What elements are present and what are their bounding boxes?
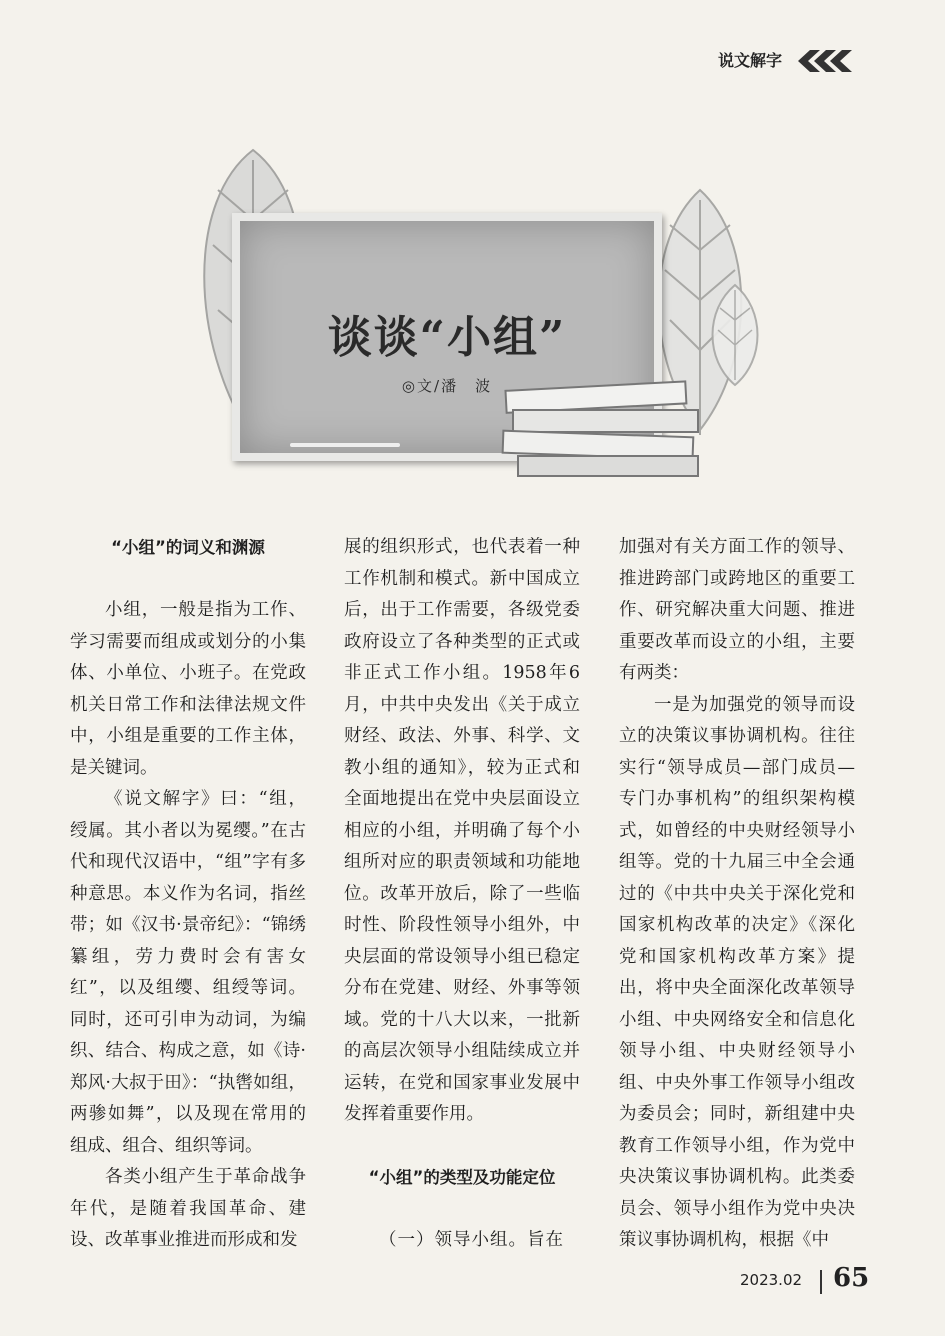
- column-2: [344, 532, 580, 1257]
- article-title: 谈谈“小组”: [327, 312, 567, 363]
- column-3: [619, 532, 855, 1257]
- section-heading: “小组”的词义和渊源: [111, 538, 265, 557]
- column-1: [70, 532, 306, 1257]
- leaf-icon: [700, 280, 770, 390]
- chalk-icon: [290, 443, 400, 447]
- paragraph: 展的组织形式，也代表着一种工作机制和模式。新中国成立后，出于工作需要，各级党委政府设立了各种类型的正式或非正式工作小组。1958年6月，中共中央发出《关于成立财经、政法、外事、科学、文教小组的通知》，较为正式和全面地提出在党中央层面设立相应的小组，并明确了每个小组所对应的职责领域和功能地位。改革开放后，除了一些临时性、阶段性领导小组外，中央层面的常设领导小组已稳定分布在党建、财经、外事等领域。党的十八大以来，一批新的高层次领导小组陆续成立并运转，在党和国家事业发展中发挥着重要作用。: [344, 537, 580, 1124]
- paragraph: 各类小组产生于革命战争年代，是随着我国革命、建设、改革事业推进而形成和发: [70, 1167, 306, 1250]
- issue-date: 2023.02: [740, 1271, 803, 1289]
- column-tag: 说文解字: [718, 51, 783, 70]
- paragraph: 《说文解字》曰：“组，绶属。其小者以为冕缨。”在古代和现代汉语中，“组”字有多种意思。本义作为名词，指丝带；如《汉书·景帝纪》：“锦绣纂组，劳力费时会有害女红”，以及组缨、组绶等词。同时，还可引申为动词，为编织、结合、构成之意，如《诗·郑风·大叔于田》：“执辔如组，两骖如舞”，以及现在常用的组成、组合、组织等词。: [70, 789, 306, 1156]
- book-stack-icon: [498, 378, 708, 478]
- page-number: 65: [833, 1263, 870, 1293]
- paragraph: 加强对有关方面工作的领导、推进跨部门或跨地区的重要工作、研究解决重大问题、推进重要改革而设立的小组，主要有两类：: [619, 537, 855, 683]
- paragraph: 小组，一般是指为工作、学习需要而组成或划分的小集体、小单位、小班子。在党政机关日常工作和法律法规文件中，小组是重要的工作主体，是关键词。: [70, 600, 306, 778]
- paragraph: 一是为加强党的领导而设立的决策议事协调机构。往往实行“领导成员—部门成员—专门办事机构”的组织架构模式，如曾经的中央财经领导小组等。党的十九届三中全会通过的《中共中央关于深化党和国家机构改革的决定》《深化党和国家机构改革方案》提出，将中央全面深化改革领导小组、中央网络安全和信息化领导小组、中央财经领导小组、中央外事工作领导小组改为委员会；同时，新组建中央教育工作领导小组，作为党中央决策议事协调机构。此类委员会、领导小组作为党中央决策议事协调机构，根据《中: [619, 694, 855, 1250]
- triple-chevron-left-icon: [796, 50, 856, 72]
- section-heading: “小组”的类型及功能定位: [368, 1168, 556, 1187]
- subsection-heading: （一）领导小组。旨在: [379, 1230, 564, 1250]
- article-author: ◎文/潘 波: [401, 377, 493, 395]
- footer-divider: [820, 1270, 822, 1294]
